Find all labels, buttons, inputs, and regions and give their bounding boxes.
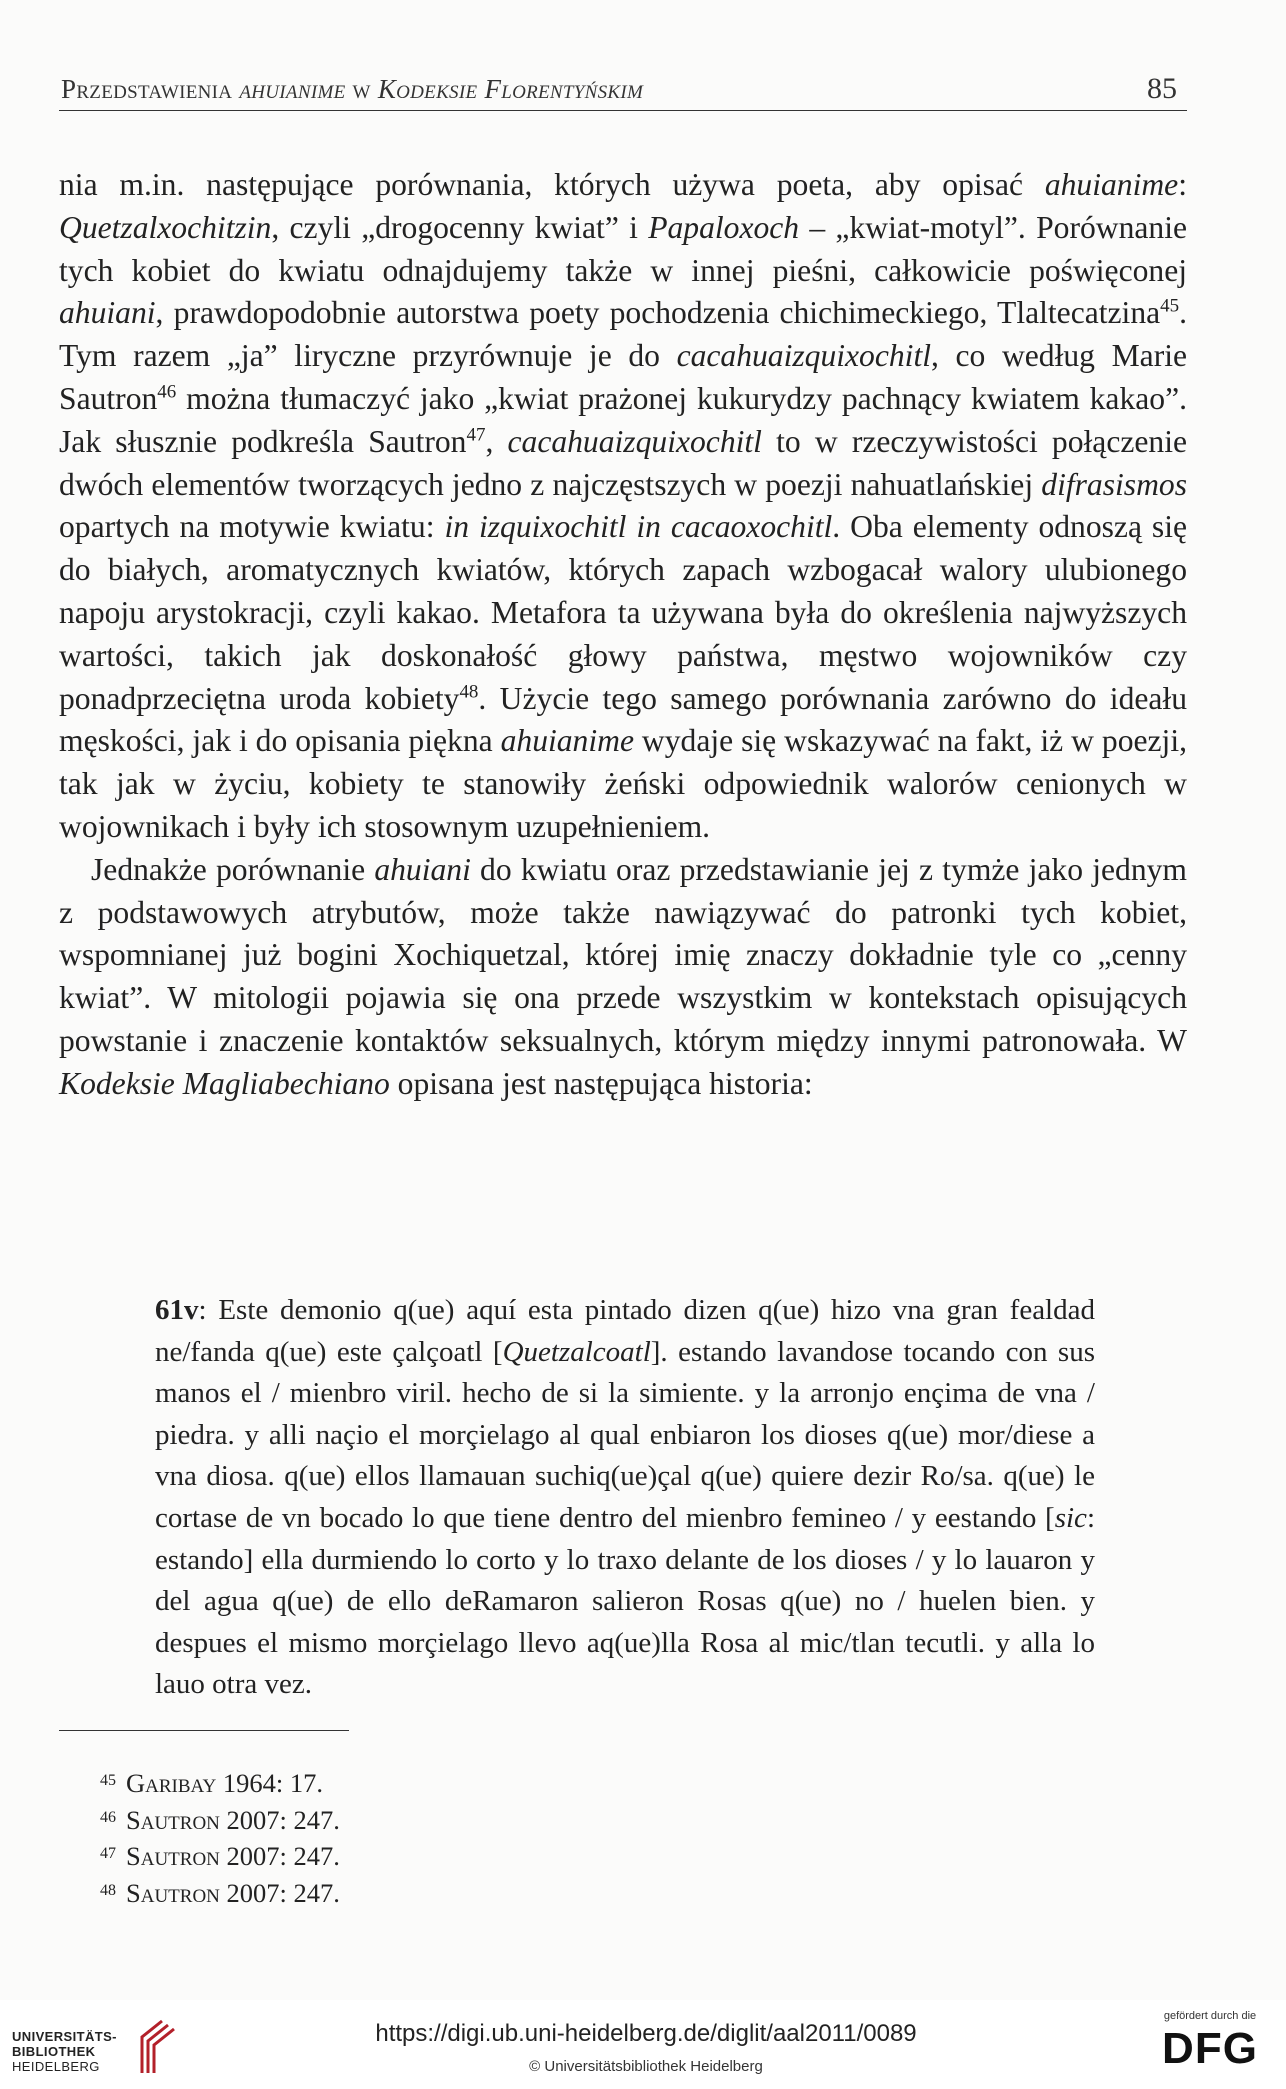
italic-term: Quetzalxochitzin — [59, 209, 272, 245]
footnote-ref: 46 — [157, 381, 177, 403]
footnote-reference: 2007: 247. — [219, 1841, 340, 1872]
footnote-separator — [59, 1730, 349, 1731]
footnote-reference: 2007: 247. — [219, 1804, 340, 1835]
ub-heidelberg-logo[interactable] — [8, 2013, 178, 2077]
ub-logo-icon — [136, 2015, 182, 2077]
dfg-logo[interactable] — [1146, 2010, 1276, 2080]
running-title-text: Przedstawienia — [61, 74, 240, 104]
footnote-number: 45 — [100, 1772, 116, 1789]
footnote-ref: 45 — [1160, 295, 1180, 317]
footnote-author: Garibay — [126, 1768, 217, 1798]
footnote — [100, 1802, 340, 1839]
italic-term: Quetzalcoatl — [502, 1335, 651, 1368]
text-run: nia m.in. następujące porównania, których używa poeta, aby opisać — [59, 167, 1045, 202]
text-run: . Oba elementy odnoszą się do białych, aromatycznych kwiatów, których zapach wzbogacał walory ulubionego napoju arystokracji, czyli kakao. Metafora ta używana była do określenia najwyższych wartości, takich jak doskonałość głowy państwa, męstwo wojowników czy ponadprzeciętna uroda kobiety — [59, 509, 1188, 716]
text-run: , — [485, 423, 508, 459]
text-run: , czyli „drogocenny kwiat” i — [271, 209, 649, 245]
italic-term: cacahuaizquixochitl — [676, 338, 932, 374]
running-title-italic: Kodeksie Florentyńskim — [377, 74, 644, 104]
text-run: to w rzeczywistości połączenie dwóch elementów tworzących jedno z najczęstszych w poezji nahuatlańskiej — [59, 423, 1187, 502]
paragraph-1 — [59, 164, 1187, 849]
italic-term: difrasismos — [1041, 466, 1187, 502]
dfg-icon: DFG — [1162, 2024, 1258, 2073]
footnote-author: Sautron — [126, 1804, 220, 1835]
footnote-number: 48 — [100, 1881, 116, 1899]
text-run: : Este demonio q(ue) aquí esta pintado dizen q(ue) hizo vna gran fealdad ne/fanda q(ue) este çalçoatl [ — [155, 1294, 1095, 1368]
footnote-reference: 2007: 247. — [219, 1877, 340, 1908]
paragraph-2 — [59, 849, 1187, 1106]
text-run: do kwiatu oraz przedstawianie jej z tymże jako jednym z podstawowych atrybutów, może także nawiązywać do patronki tych kobiet, wspomnianej już bogini Xochiquetzal, której imię znaczy dokładnie tyle co „cenny kwiat”. W mitologii pojawia się ona przede wszystkim w kontekstach opisujących powstanie i znaczenie kontaktów seksualnych, którym między innymi patronowała. W — [59, 851, 1187, 1058]
body-text — [59, 164, 1187, 1106]
italic-term: ahuianime — [500, 723, 634, 759]
italic-term: Kodeksie Magliabechiano — [59, 1065, 390, 1101]
italic-term: cacahuaizquixochitl — [507, 423, 762, 459]
page-footer — [0, 2000, 1286, 2089]
text-run: , co według Marie Sautron — [59, 338, 1188, 416]
text-run: . Użycie tego samego porównania zarówno do ideału męskości, jak i do opisania piękna — [59, 680, 1187, 759]
text-run: wydaje się wskazywać na fakt, iż w poezji, tak jak w życiu, kobiety te stanowiły żeński odpowiednik walorów cenionych w wojownikach i były ich stosownym uzupełnieniem. — [59, 723, 1187, 844]
footnote-number: 47 — [100, 1845, 116, 1863]
library-name-line2: BIBLIOTHEK — [12, 2044, 96, 2059]
italic-term: sic — [1054, 1501, 1087, 1534]
text-run: opisana jest następująca historia: — [389, 1065, 813, 1101]
italic-term: ahuiani — [59, 295, 156, 331]
text-run: można tłumaczyć jako „kwiat prażonej kukurydzy pachnący kwiatem kakao”. Jak słusznie podkreśla Sautron — [59, 380, 1187, 459]
footnote — [100, 1765, 340, 1802]
running-header — [59, 70, 1187, 111]
library-name-line3: HEIDELBERG — [12, 2059, 100, 2074]
footnote-reference: 1964: 17. — [216, 1768, 323, 1798]
italic-term: ahuiani — [374, 851, 471, 887]
text-run: , prawdopodobnie autorstwa poety pochodzenia chichimeckiego, Tlaltecatzina — [155, 295, 1161, 331]
footnote-ref: 48 — [459, 681, 479, 703]
running-title-text: w — [345, 74, 378, 104]
footnote-number: 46 — [100, 1808, 116, 1826]
italic-term: ahuianime — [1044, 167, 1179, 202]
text-run: opartych na motywie kwiatu: — [59, 509, 445, 545]
running-title-italic: ahuianime — [239, 74, 346, 104]
page-number: 85 — [1147, 72, 1177, 105]
text-run: ]. estando lavandose tocando con sus manos el / mienbro viril. hecho de si la simiente. y la arronjo ençima de vna / piedra. y alli naçio el morçielago al qual enbiaron los dioses q(ue) mor/diese a vna diosa. q(ue) ellos llamauan suchiq(ue)çal q(ue) quiere dezir Ro/sa. q(ue) le cortase de vn bocado lo que tiene dentro del mienbro femineo / y eestando [ — [155, 1335, 1095, 1534]
footnote — [100, 1838, 340, 1875]
italic-term: in izquixochitl in cacaoxochitl — [444, 509, 833, 545]
text-run: – „kwiat-motyl”. Porównanie tych kobiet do kwiatu odnajdujemy także w innej pieśni, całkowicie poświęconej — [59, 209, 1188, 288]
block-quote — [155, 1290, 1095, 1706]
text-run: : estando] ella durmiendo lo corto y lo traxo delante de los dioses / y lo lauaron y del agua q(ue) de ello deRamaron salieron Rosas q(ue) no / huelen bien. y despues el mismo morçielago llevo aq(ue)lla Rosa al mic/tlan tecutli. y alla lo lauo otra vez. — [155, 1501, 1095, 1701]
footnotes — [100, 1765, 340, 1911]
dfg-caption: gefördert durch die — [1163, 2010, 1257, 2022]
footnote-author: Sautron — [126, 1841, 220, 1872]
library-name-line1: UNIVERSITÄTS- — [12, 2029, 117, 2044]
text-run: . Tym razem „ja” liryczne przyrównuje je do — [59, 295, 1187, 374]
copyright-notice: © Universitätsbibliothek Heidelberg — [529, 2058, 763, 2075]
footnote-ref: 47 — [466, 424, 486, 446]
bold-label: 61v — [155, 1294, 199, 1326]
italic-term: Papaloxoch — [648, 209, 800, 245]
digital-url-link[interactable]: https://digi.ub.uni-heidelberg.de/diglit/aal2011/0089 — [375, 2020, 917, 2047]
footnote — [100, 1875, 340, 1912]
running-title — [61, 74, 643, 105]
text-run: Jednakże porównanie — [91, 851, 375, 887]
text-run: : — [1178, 167, 1187, 202]
footnote-author: Sautron — [126, 1877, 220, 1908]
